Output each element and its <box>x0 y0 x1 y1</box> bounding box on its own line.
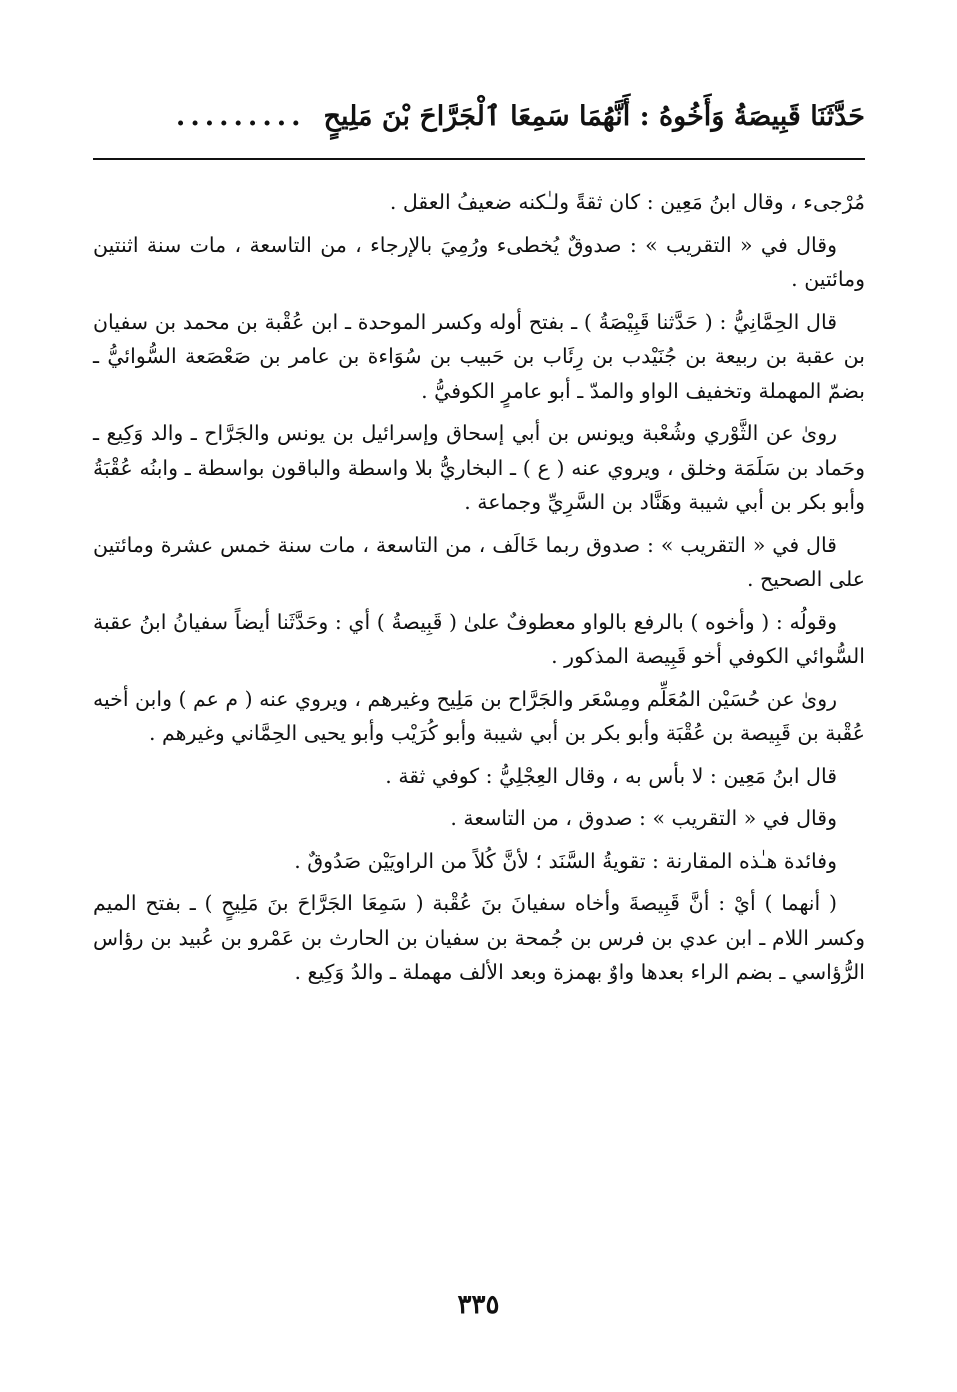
paragraph: وقولُه : ( وأخوه ) بالرفع بالواو معطوفٌ علىٰ ( قَبِيصةُ ) أي : وحَدَّثَنا أيضاً سفيانُ ابنُ عقبة السُّوائي الكوفي أخو قَبِيصة المذكور . <box>93 609 865 668</box>
paragraph: مُرْجىء ، وقال ابنُ مَعِين : كان ثقةً ولـٰكنه ضعيفُ العقل . <box>389 190 865 214</box>
running-header <box>93 88 865 144</box>
paragraph: وفائدة هـٰذه المقارنة : تقويةُ السَّنَد ؛ لأنَّ كُلاً من الراويَيْن صَدُوقٌ . <box>294 848 837 873</box>
paragraph: قال في « التقريب » : صدوق ربما خَالَف ، من التاسعة ، مات سنة خمس عشرة ومائتين على الصحيح . <box>93 532 865 591</box>
header-dot-leader: ......... <box>175 100 306 132</box>
paragraph: ( أنهما ) أيْ : أنَّ قَبِيصةَ وأخاه سفيانَ بنَ عُقْبة ( سَمِعَا الجَرَّاحَ بنَ مَلِيحٍ ) ـ بفتح الميم وكسر اللام ـ ابن عدي بن فرس بن جُمحة بن سفيان بن الحارث بن عَمْرو بن عُبيد بن رؤاس الرُّؤاسي ـ بضم الراء بعدها واوٌ بهمزة وبعد الألف مهملة ـ والدُ وَكِيع . <box>93 891 865 984</box>
paragraph: روىٰ عن الثَّوْري وشُعْبة ويونس بن أبي إسحاق وإسرائيل بن يونس والجَرَّاح ـ والد وَكِيع ـ وحَماد بن سَلَمَة وخلق ، ويروي عنه ( ع ) ـ البخاريُّ بلا واسطة والباقون بواسطة ـ وابنُه عُقْبَةُ وأبو بكر بن أبي شيبة وهَنَّاد بن السَّرِيِّ وجماعة . <box>93 421 865 514</box>
header-rule <box>93 158 865 160</box>
header-title: حَدَّثَنَا قَبِيصَةُ وَأَخُوهُ : أَنَّهُمَا سَمِعَا ٱلْجَرَّاحَ بْنَ مَلِيحٍ <box>323 100 865 132</box>
paragraph: روىٰ عن حُسَيْن المُعَلِّم ومِسْعَر والجَرَّاح بن مَلِيح وغيرهم ، ويروي عنه ( م عم ) وابن أخيه عُقْبة بن قَبِيصة بن عُقْبَة وأبو بكر بن أبي شيبة وأبو كُرَيْب وأبو يحيى الحِمَّاني وغيرهم . <box>93 686 865 745</box>
page-number: ٣٣٥ <box>457 1290 500 1320</box>
paragraph: وقال في « التقريب » : صدوقٌ يُخطىء ورُمِيَ بالإرجاء ، من التاسعة ، مات سنة اثنتين ومائتين . <box>93 232 865 291</box>
paragraph: قال الحِمَّانِيُّ : ( حَدَّثنا قَبِيْصَةُ ) ـ بفتح أوله وكسر الموحدة ـ ابن عُقْبة بن محمد بن سفيان بن عقبة بن ربيعة بن جُنَيْدب بن رِئَاب بن حَبيب بن سُوَاءة بن عامر بن صَعْصَعة السُّوائيُّ ـ بضمّ المهملة وتخفيف الواو والمدّ ـ أبو عامرٍ الكوفيُّ . <box>93 309 865 403</box>
body-text <box>93 185 865 990</box>
paragraph: قال ابنُ مَعِين : لا بأس به ، وقال العِجْلِيُّ : كوفي ثقة . <box>385 763 837 788</box>
paragraph: وقال في « التقريب » : صدوق ، من التاسعة . <box>450 806 837 830</box>
